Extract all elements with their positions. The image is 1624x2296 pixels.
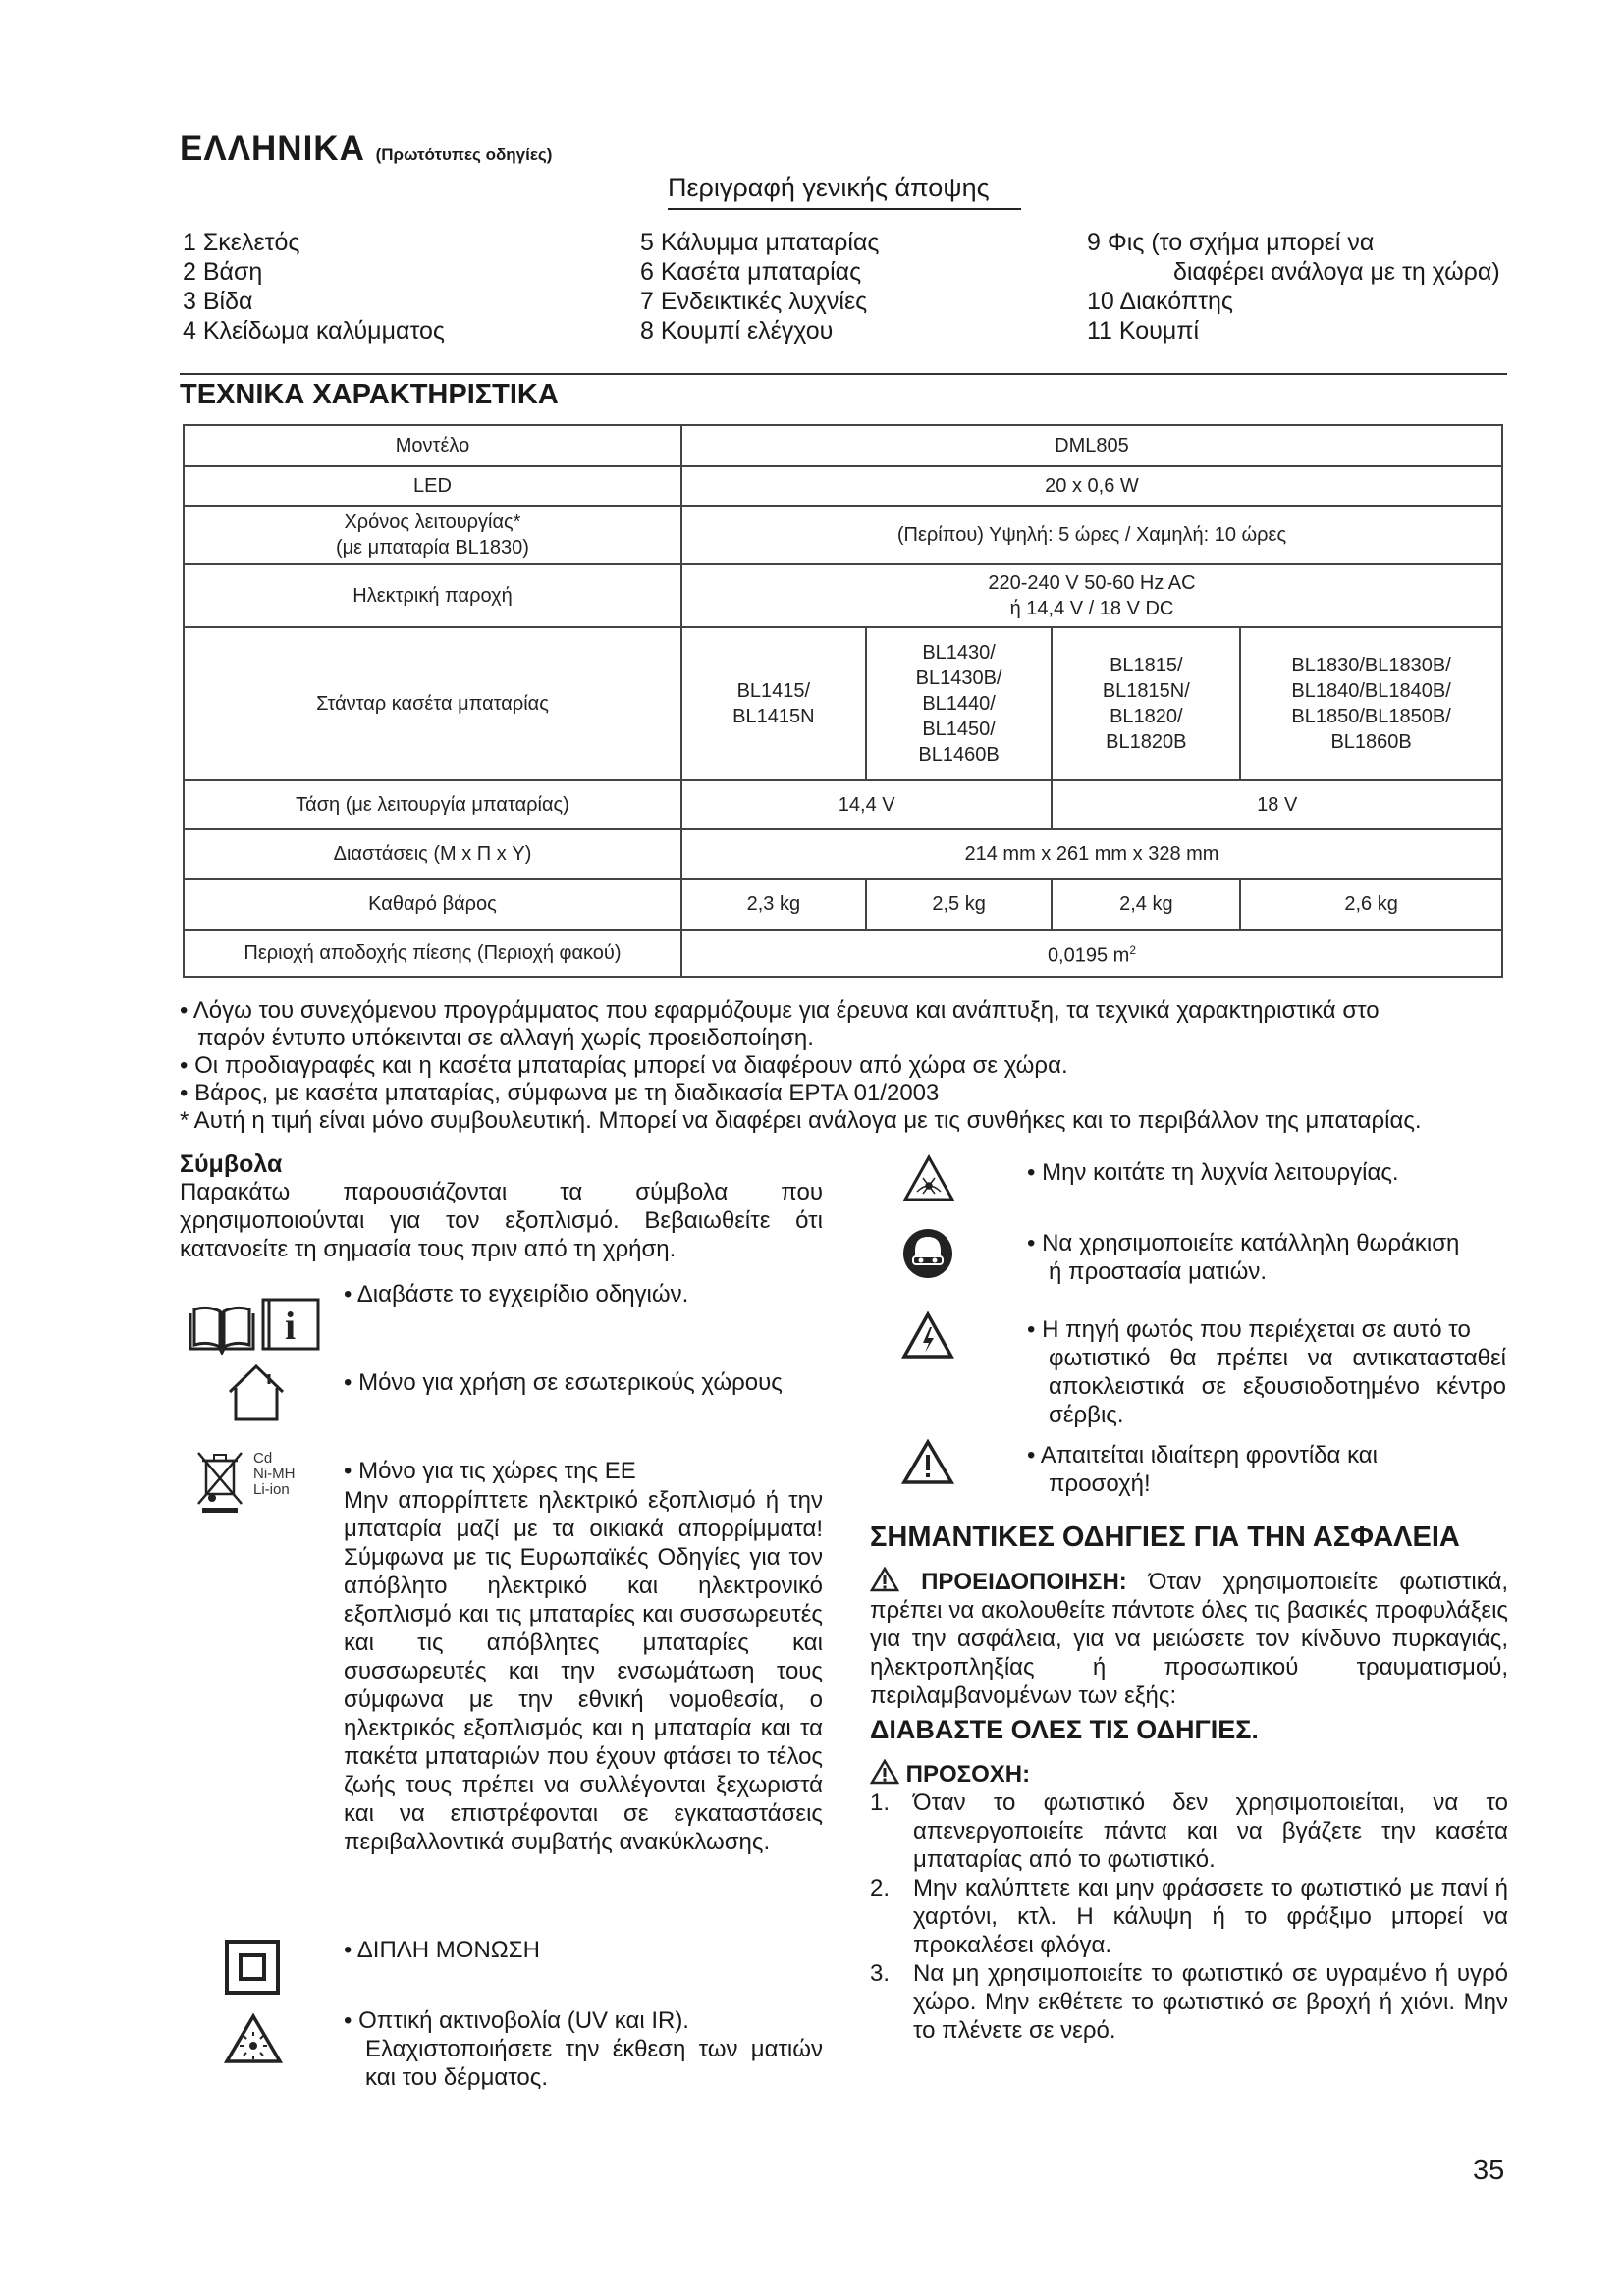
parts-column-2 bbox=[640, 228, 879, 346]
battery-cell bbox=[866, 627, 1053, 780]
table-label: Καθαρό βάρος bbox=[184, 879, 681, 930]
part-item: 2 Βάση bbox=[183, 258, 263, 286]
optical-radiation-icon bbox=[224, 2012, 283, 2065]
battery-model: BL1820/ bbox=[1110, 706, 1183, 727]
caution-detail: προσοχή! bbox=[1049, 1470, 1151, 1497]
table-row bbox=[184, 780, 1502, 829]
battery-chemistry-labels bbox=[253, 1451, 296, 1498]
note-line: * Αυτή η τιμή είναι μόνο συμβουλευτική. Μπορεί να διαφέρει ανάλογα με τις συνθήκες και το περιβάλλον της μπαταρίας. bbox=[180, 1107, 1422, 1134]
battery-model: BL1820B bbox=[1106, 731, 1187, 753]
list-item bbox=[870, 1874, 1508, 1959]
table-value: 14,4 V bbox=[681, 780, 1053, 829]
power-value-line: 220-240 V 50-60 Hz AC bbox=[988, 572, 1196, 594]
part-item: 3 Βίδα bbox=[183, 288, 253, 315]
eye-protection-icon bbox=[901, 1227, 954, 1280]
chem-label: Li-ion bbox=[253, 1481, 290, 1498]
part-item: διαφέρει ανάλογα με τη χώρα) bbox=[1173, 258, 1500, 286]
light-source-text: • Η πηγή φωτός που περιέχεται σε αυτό το bbox=[1027, 1316, 1471, 1343]
table-row bbox=[184, 506, 1502, 564]
table-value: (Περίπου) Υψηλή: 5 ώρες / Χαμηλή: 10 ώρες bbox=[681, 506, 1502, 564]
part-item: 6 Κασέτα μπαταρίας bbox=[640, 258, 862, 286]
note-line: • Οι προδιαγραφές και η κασέτα μπαταρίας μπορεί να διαφέρουν από χώρα σε χώρα. bbox=[180, 1052, 1068, 1079]
light-source-detail: φωτιστικό θα πρέπει να αντικατασταθεί αποκλειστικά σε εξουσιοδοτημένο κέντρο σέρβις. bbox=[1049, 1345, 1506, 1428]
symbols-intro: Παρακάτω παρουσιάζονται τα σύμβολα που χρησιμοποιούνται για τον εξοπλισμό. Βεβαιωθείτε ότι κατανοείτε τη σημασία τους πριν από τη χρήση. bbox=[180, 1179, 823, 1262]
part-item: 1 Σκελετός bbox=[183, 229, 300, 256]
indoor-use-icon bbox=[226, 1362, 287, 1423]
table-label: LED bbox=[184, 466, 681, 506]
runtime-label-line: (με μπαταρία BL1830) bbox=[335, 537, 529, 559]
page-number: 35 bbox=[1473, 2155, 1505, 2186]
warning-label: ΠΡΟΕΙΔΟΠΟΙΗΣΗ: bbox=[921, 1569, 1127, 1595]
safety-title: ΣΗΜΑΝΤΙΚΕΣ ΟΔΗΓΙΕΣ ΓΙΑ ΤΗΝ ΑΣΦΑΛΕΙΑ bbox=[870, 1522, 1460, 1553]
table-value: 2,6 kg bbox=[1240, 879, 1502, 930]
table-row bbox=[184, 829, 1502, 879]
caution-label: ΠΡΟΣΟΧΗ: bbox=[905, 1761, 1031, 1788]
table-row bbox=[184, 930, 1502, 977]
read-all-heading: ΔΙΑΒΑΣΤΕ ΟΛΕΣ ΤΙΣ ΟΔΗΓΙΕΣ. bbox=[870, 1715, 1259, 1744]
table-label bbox=[184, 506, 681, 564]
battery-model: BL1430B/ bbox=[915, 667, 1002, 689]
warning-icon bbox=[870, 1567, 899, 1592]
warning-text: Όταν χρησιμοποιείτε φωτιστικά, πρέπει να ακολουθείτε πάντοτε όλες τις βασικές προφυλάξεις για την ασφάλεια, για να μειώσετε τον κίνδυνο πυρκαγιάς, ηλεκτροπληξίας ή προσωπικού τραυματισμού, περιλαμβανομένων των εξής: bbox=[870, 1569, 1508, 1709]
list-item-text: Όταν το φωτιστικό δεν χρησιμοποιείται, να το απενεργοποιείτε πάντα και να βγάζετε την κασέτα μπαταρίας από το φωτιστικό. bbox=[913, 1789, 1508, 1873]
part-item: 11 Κουμπί bbox=[1087, 317, 1200, 345]
list-item-text: Μην καλύπτετε και μην φράσσετε το φωτιστικό με πανί ή χαρτόνι, κτλ. Η κάλυψη ή το φράξιμο μπορεί να προκαλέσει φλόγα. bbox=[913, 1875, 1508, 1958]
battery-model: BL1840/BL1840B/ bbox=[1291, 680, 1451, 702]
list-item-text: Να μη χρησιμοποιείτε το φωτιστικό σε υγραμένο ή υγρό χώρο. Μην εκθέτετε το φωτιστικό σε βροχή ή χιόνι. Μην το πλένετε σε νερό. bbox=[913, 1960, 1508, 2044]
battery-model: BL1815N/ bbox=[1102, 680, 1190, 702]
part-item: 5 Κάλυμμα μπαταρίας bbox=[640, 229, 880, 256]
battery-model: BL1415N bbox=[732, 706, 815, 727]
battery-model: BL1450/ bbox=[922, 719, 996, 740]
caution-text: • Απαιτείται ιδιαίτερη φροντίδα και bbox=[1027, 1442, 1378, 1468]
warning-icon bbox=[870, 1759, 899, 1785]
svg-text:i: i bbox=[285, 1304, 297, 1348]
caution-heading bbox=[870, 1759, 1030, 1789]
caution-icon bbox=[901, 1439, 954, 1486]
optical-radiation-text: • Οπτική ακτινοβολία (UV και IR). bbox=[344, 2007, 689, 2034]
battery-model: BL1815/ bbox=[1110, 655, 1183, 676]
note-line: παρόν έντυπο υπόκεινται σε αλλαγή χωρίς προειδοποίηση. bbox=[197, 1025, 814, 1051]
part-item: 4 Κλείδωμα καλύμματος bbox=[183, 317, 445, 345]
table-row bbox=[184, 564, 1502, 627]
table-label: Μοντέλο bbox=[184, 425, 681, 466]
table-value: 20 x 0,6 W bbox=[681, 466, 1502, 506]
list-item bbox=[870, 1789, 1508, 1874]
electrical-hazard-icon bbox=[901, 1311, 954, 1361]
table-value: 214 mm x 261 mm x 328 mm bbox=[681, 829, 1502, 879]
battery-model: BL1460B bbox=[918, 744, 1000, 766]
no-stare-icon bbox=[903, 1154, 954, 1203]
list-item-number: 1. bbox=[870, 1789, 891, 1816]
battery-model: BL1850/BL1850B/ bbox=[1291, 706, 1451, 727]
note-line: • Λόγω του συνεχόμενου προγράμματος που εφαρμόζουμε για έρευνα και ανάπτυξη, τα τεχνικά χαρακτηριστικά στο bbox=[180, 997, 1380, 1024]
chem-label: Ni-MH bbox=[253, 1466, 296, 1482]
table-value: 2,3 kg bbox=[681, 879, 866, 930]
language-subtitle: (Πρωτότυπες οδηγίες) bbox=[375, 145, 553, 164]
table-value bbox=[681, 564, 1502, 627]
note-line: • Βάρος, με κασέτα μπαταρίας, σύμφωνα με τη διαδικασία EPTA 01/2003 bbox=[180, 1080, 940, 1106]
read-manual-text: • Διαβάστε το εγχειρίδιο οδηγιών. bbox=[344, 1281, 689, 1308]
power-value-line: ή 14,4 V / 18 V DC bbox=[1009, 598, 1174, 619]
indoor-use-text: • Μόνο για χρήση σε εσωτερικούς χώρους bbox=[344, 1369, 783, 1396]
area-unit-exponent: 2 bbox=[1129, 943, 1137, 958]
eye-protection-detail: ή προστασία ματιών. bbox=[1049, 1258, 1268, 1285]
area-value: 0,0195 m bbox=[1047, 944, 1130, 967]
chem-label: Cd bbox=[253, 1450, 273, 1467]
table-value: 18 V bbox=[1052, 780, 1502, 829]
battery-model: BL1830/BL1830B/ bbox=[1291, 655, 1451, 676]
parts-column-3 bbox=[1087, 228, 1500, 346]
section-divider bbox=[180, 373, 1507, 375]
battery-model: BL1440/ bbox=[922, 693, 996, 715]
specs-table bbox=[183, 424, 1503, 978]
runtime-label-line: Χρόνος λειτουργίας* bbox=[344, 511, 521, 533]
double-insulation-text: • ΔΙΠΛΗ ΜΟΝΩΣΗ bbox=[344, 1937, 540, 1963]
language-title: ΕΛΛΗΝΙΚΑ bbox=[180, 130, 365, 168]
table-label: Στάνταρ κασέτα μπαταρίας bbox=[184, 627, 681, 780]
table-row bbox=[184, 627, 1502, 780]
part-item: 8 Κουμπί ελέγχου bbox=[640, 317, 834, 345]
eu-only-text: • Μόνο για τις χώρες της ΕΕ bbox=[344, 1458, 636, 1484]
no-stare-text: • Μην κοιτάτε τη λυχνία λειτουργίας. bbox=[1027, 1159, 1399, 1186]
general-view-title: Περιγραφή γενικής άποψης bbox=[668, 173, 990, 202]
list-item bbox=[870, 1959, 1508, 2045]
table-value: 2,5 kg bbox=[866, 879, 1053, 930]
optical-radiation-detail: Ελαχιστοποιήσετε την έκθεση των ματιών και του δέρματος. bbox=[365, 2036, 823, 2091]
part-item: 10 Διακόπτης bbox=[1087, 288, 1233, 315]
general-view-underline bbox=[668, 208, 1021, 210]
battery-model: BL1860B bbox=[1330, 731, 1412, 753]
battery-model: BL1415/ bbox=[736, 680, 811, 702]
battery-cell bbox=[1052, 627, 1240, 780]
battery-model: BL1430/ bbox=[922, 642, 996, 664]
spec-notes bbox=[180, 997, 1525, 1135]
list-item-number: 2. bbox=[870, 1875, 891, 1901]
battery-cell bbox=[1240, 627, 1502, 780]
table-label: Διαστάσεις (Μ x Π x Υ) bbox=[184, 829, 681, 879]
eye-protection-text: • Να χρησιμοποιείτε κατάλληλη θωράκιση bbox=[1027, 1230, 1460, 1256]
table-label: Περιοχή αποδοχής πίεσης (Περιοχή φακού) bbox=[184, 930, 681, 977]
eu-disposal-text: Μην απορρίπτετε ηλεκτρικό εξοπλισμό ή την μπαταρία μαζί με τα οικιακά απορρίμματα! Σύμφωνα με τις Ευρωπαϊκές Οδηγίες για τον απόβλητο ηλεκτρικό και ηλεκτρονικό εξοπλισμό και τις μπαταρίες και συσσωρευτές και τις απόβλητες μπαταρίες και συσσωρευτές και την ενσωμάτωση τους σύμφωνα με την εθνική νομοθεσία, ο ηλεκτρικός εξοπλισμός και η μπαταρία και τα πακέτα μπαταριών που έχουν φτάσει το τέλος ζωής τους πρέπει να συλλέγονται ξεχωριστά και να επιστρέφονται σε εγκαταστάσεις περιβαλλοντικά συμβατής ανακύκλωσης. bbox=[344, 1487, 823, 1855]
table-label: Τάση (με λειτουργία μπαταρίας) bbox=[184, 780, 681, 829]
list-item-number: 3. bbox=[870, 1960, 891, 1987]
table-value: 2,4 kg bbox=[1052, 879, 1240, 930]
part-item: 9 Φις (το σχήμα μπορεί να bbox=[1087, 229, 1375, 256]
table-value bbox=[681, 930, 1502, 977]
specs-title: ΤΕΧΝΙΚΑ ΧΑΡΑΚΤΗΡΙΣΤΙΚΑ bbox=[180, 379, 559, 410]
warning-paragraph bbox=[870, 1567, 1508, 1710]
read-manual-icon bbox=[187, 1294, 324, 1355]
symbols-title: Σύμβολα bbox=[180, 1150, 283, 1178]
table-row bbox=[184, 879, 1502, 930]
double-insulation-icon bbox=[224, 1939, 281, 1996]
caution-list bbox=[870, 1789, 1508, 2045]
battery-cell bbox=[681, 627, 866, 780]
language-heading bbox=[180, 130, 552, 169]
table-label: Ηλεκτρική παροχή bbox=[184, 564, 681, 627]
table-value: DML805 bbox=[681, 425, 1502, 466]
table-row bbox=[184, 425, 1502, 466]
parts-column-1 bbox=[183, 228, 445, 346]
table-row bbox=[184, 466, 1502, 506]
part-item: 7 Ενδεικτικές λυχνίες bbox=[640, 288, 868, 315]
